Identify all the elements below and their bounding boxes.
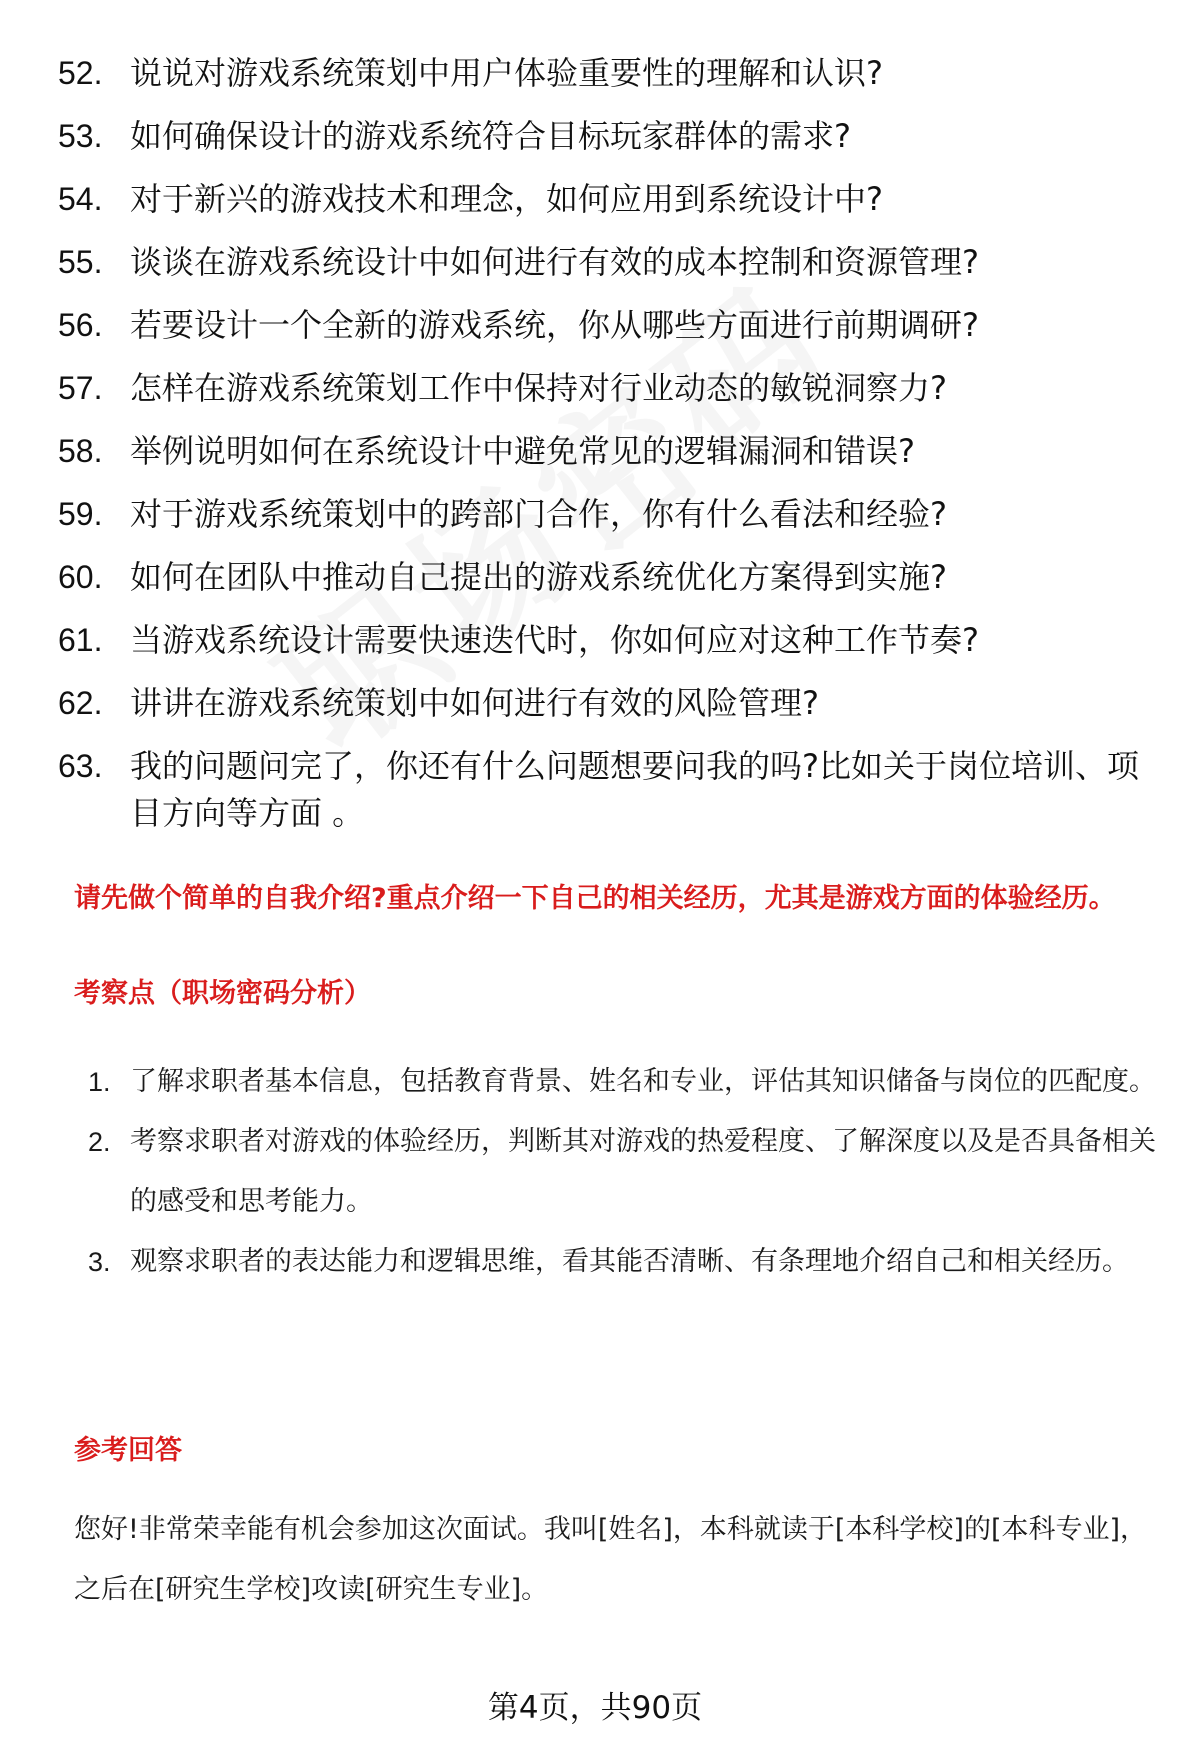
analysis-item: [88, 1052, 1163, 1112]
question-text: 对于游戏系统策划中的跨部门合作，你有什么看法和经验?: [130, 495, 947, 533]
analysis-list: [88, 1052, 1163, 1292]
question-number: 56.: [58, 307, 103, 343]
analysis-item: [88, 1232, 1163, 1292]
analysis-number: 1.: [88, 1067, 111, 1097]
analysis-number: 2.: [88, 1127, 111, 1157]
analysis-text: 观察求职者的表达能力和逻辑思维，看其能否清晰、有条理地介绍自己和相关经历。: [130, 1246, 1129, 1277]
intro-question-heading: 请先做个简单的自我介绍?重点介绍一下自己的相关经历，尤其是游戏方面的体验经历。: [74, 883, 1116, 914]
question-item: [58, 554, 1148, 601]
question-number: 58.: [58, 433, 103, 469]
question-item: [58, 680, 1148, 727]
question-item: [58, 50, 1148, 97]
question-text: 举例说明如何在系统设计中避免常见的逻辑漏洞和错误?: [130, 432, 915, 470]
question-number: 63.: [58, 748, 103, 784]
analysis-text: 考察求职者对游戏的体验经历，判断其对游戏的热爱程度、了解深度以及是否具备相关的感受和思考能力。: [130, 1126, 1156, 1217]
question-number: 62.: [58, 685, 103, 721]
question-item: [58, 239, 1148, 286]
question-text: 我的问题问完了，你还有什么问题想要问我的吗?比如关于岗位培训、项目方向等方面 。: [130, 747, 1139, 832]
answer-heading: 参考回答: [74, 1435, 182, 1466]
question-item: [58, 428, 1148, 475]
question-number: 53.: [58, 118, 103, 154]
question-number: 52.: [58, 55, 103, 91]
question-text: 如何在团队中推动自己提出的游戏系统优化方案得到实施?: [130, 558, 947, 596]
question-number: 60.: [58, 559, 103, 595]
answer-paragraph: 您好!非常荣幸能有机会参加这次面试。我叫[姓名]，本科就读于[本科学校]的[本科专业]，之后在[研究生学校]攻读[研究生专业]。: [74, 1514, 1148, 1605]
question-item: [58, 743, 1148, 837]
question-item: [58, 617, 1148, 664]
question-text: 当游戏系统设计需要快速迭代时，你如何应对这种工作节奏?: [130, 621, 979, 659]
question-number: 59.: [58, 496, 103, 532]
question-number: 55.: [58, 244, 103, 280]
question-number: 54.: [58, 181, 103, 217]
question-text: 如何确保设计的游戏系统符合目标玩家群体的需求?: [130, 117, 851, 155]
question-item: [58, 365, 1148, 412]
question-number: 61.: [58, 622, 103, 658]
question-text: 怎样在游戏系统策划工作中保持对行业动态的敏锐洞察力?: [130, 369, 947, 407]
analysis-item: [88, 1112, 1163, 1232]
page-footer: 第4页，共90页: [487, 1690, 703, 1726]
question-number: 57.: [58, 370, 103, 406]
question-text: 对于新兴的游戏技术和理念，如何应用到系统设计中?: [130, 180, 883, 218]
question-text: 谈谈在游戏系统设计中如何进行有效的成本控制和资源管理?: [130, 243, 979, 281]
question-text: 讲讲在游戏系统策划中如何进行有效的风险管理?: [130, 684, 819, 722]
question-text: 说说对游戏系统策划中用户体验重要性的理解和认识?: [130, 54, 883, 92]
analysis-heading: 考察点（职场密码分析）: [74, 978, 371, 1009]
analysis-text: 了解求职者基本信息，包括教育背景、姓名和专业，评估其知识储备与岗位的匹配度。: [130, 1066, 1156, 1097]
question-item: [58, 113, 1148, 160]
question-text: 若要设计一个全新的游戏系统，你从哪些方面进行前期调研?: [130, 306, 979, 344]
question-list: [58, 50, 1148, 853]
question-item: [58, 491, 1148, 538]
question-item: [58, 176, 1148, 223]
question-item: [58, 302, 1148, 349]
analysis-number: 3.: [88, 1247, 111, 1277]
